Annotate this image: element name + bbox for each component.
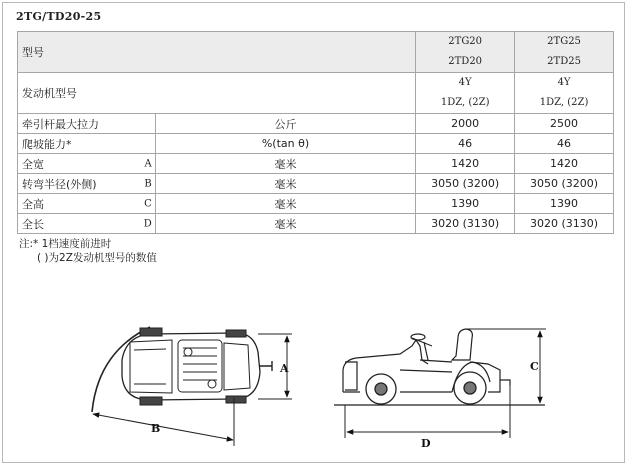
footnote-2: ( )为2Z发动机型号的数值 — [37, 252, 157, 264]
row-value-2: 1390 — [515, 194, 614, 214]
top-view-drawing — [92, 327, 272, 412]
row-label: 转弯半径(外侧) B — [18, 174, 156, 194]
engine-2-gas: 4Y — [557, 77, 571, 88]
row-label: 全宽 A — [18, 154, 156, 174]
row-value-1: 3020 (3130) — [416, 214, 515, 234]
row-value-2: 1420 — [515, 154, 614, 174]
engine-1-diesel: 1DZ, (2Z) — [440, 97, 490, 108]
row-value-2: 3020 (3130) — [515, 214, 614, 234]
row-value-1: 3050 (3200) — [416, 174, 515, 194]
side-view-wheels — [366, 372, 486, 404]
row-unit: 毫米 — [155, 154, 415, 174]
row-value-1: 46 — [416, 134, 515, 154]
row-label: 全长 D — [18, 214, 156, 234]
engine-2-diesel: 1DZ, (2Z) — [539, 97, 589, 108]
model-1-diesel: 2TD20 — [448, 56, 483, 67]
engine-label: 发动机型号 — [18, 73, 416, 114]
side-view-drawing — [334, 329, 545, 405]
row-unit: 毫米 — [155, 194, 415, 214]
row-value-2: 46 — [515, 134, 614, 154]
row-unit: %(tan θ) — [155, 134, 415, 154]
row-unit: 毫米 — [155, 174, 415, 194]
engine-1-gas: 4Y — [458, 77, 472, 88]
dimension-label-c: C — [530, 360, 539, 373]
dimension-label-d: D — [421, 437, 431, 450]
row-label: 爬坡能力* — [18, 134, 156, 154]
row-unit: 毫米 — [155, 214, 415, 234]
page-title: 2TG/TD20-25 — [16, 10, 102, 23]
row-value-2: 2500 — [515, 114, 614, 134]
row-value-2: 3050 (3200) — [515, 174, 614, 194]
model-label: 型号 — [18, 32, 416, 73]
dimension-label-a: A — [280, 362, 289, 375]
model-2-diesel: 2TD25 — [547, 56, 581, 67]
footnote-1: 注:* 1档速度前进时 — [19, 238, 112, 250]
row-label: 牵引杆最大拉力 — [18, 114, 156, 134]
dimension-label-b: B — [151, 422, 161, 435]
row-unit: 公斤 — [155, 114, 415, 134]
row-value-1: 2000 — [416, 114, 515, 134]
model-1-gas: 2TG20 — [448, 36, 483, 47]
row-value-1: 1420 — [416, 154, 515, 174]
row-value-1: 1390 — [416, 194, 515, 214]
model-2-gas: 2TG25 — [547, 36, 581, 47]
row-label: 全高 C — [18, 194, 156, 214]
